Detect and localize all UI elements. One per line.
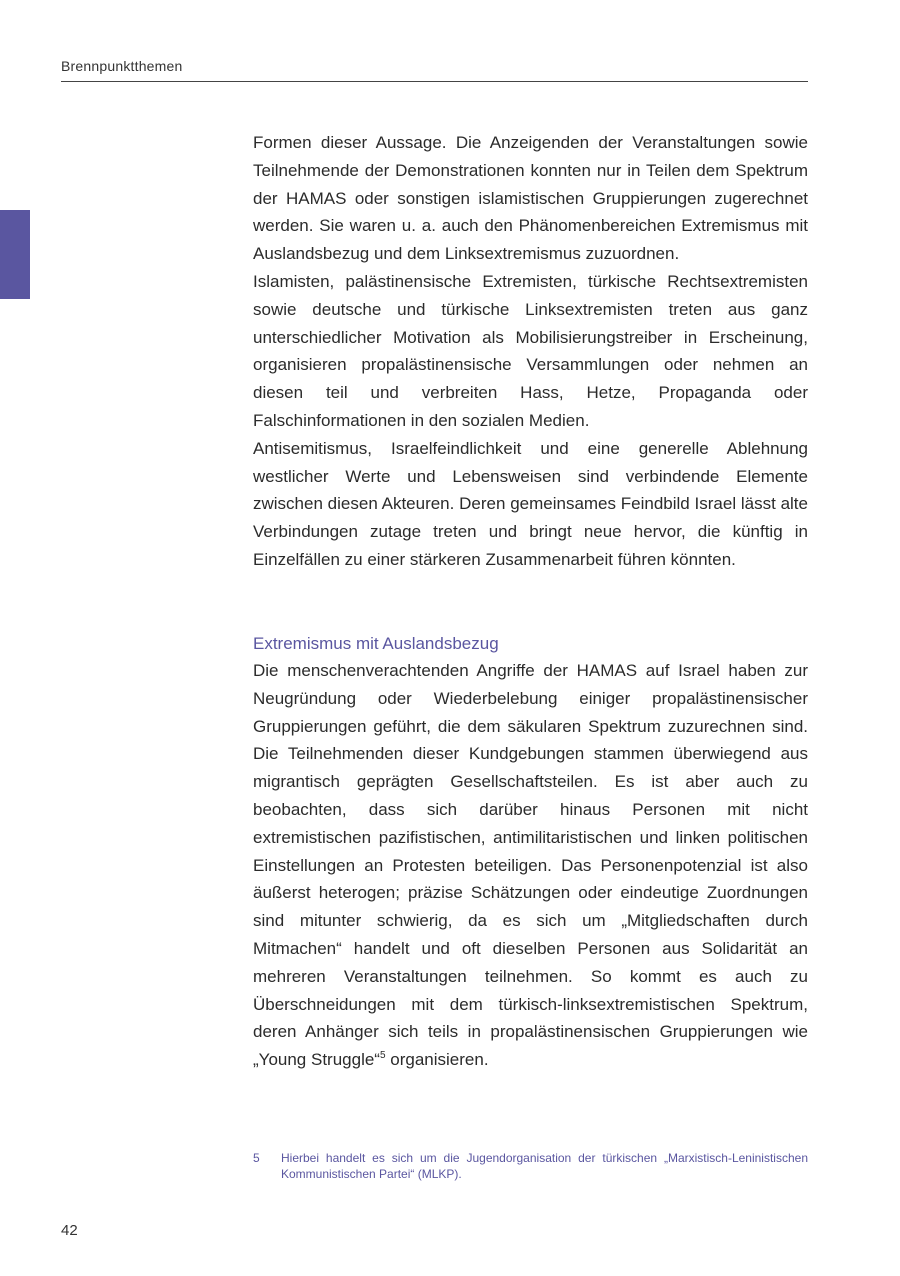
footnote-reference: 5 bbox=[379, 1049, 386, 1061]
body-text-upper bbox=[253, 129, 808, 574]
footnote bbox=[253, 1150, 808, 1182]
chapter-marker-tab bbox=[0, 210, 30, 299]
paragraph-4-end: organisieren. bbox=[390, 1050, 489, 1070]
paragraph-1: Formen dieser Aussage. Die Anzeigenden der Veranstaltungen sowie Teilnehmende der Demonstrationen konnten nur in Teilen dem Spektrum der HAMAS oder sonstigen islamistischen Gruppierungen zugerechnet werden. Sie waren u. a. auch den Phänomenbereichen Extremismus mit Auslandsbezug und dem Linksextremismus zuzuordnen. bbox=[253, 133, 808, 264]
paragraph-4 bbox=[253, 657, 808, 1074]
paragraph-2: Islamisten, palästinensische Extremisten, türkische Rechtsextremisten sowie deutsche und türkische Linksextremisten treten aus ganz unterschiedlicher Motivation als Mobilisierungstreiber in Erscheinung, organisieren propalästinensische Versammlungen oder nehmen an diesen teil und verbreiten Hass, Hetze, Propaganda oder Falschinformationen in den sozialen Medien. bbox=[253, 271, 808, 430]
running-header: Brennpunktthemen bbox=[61, 58, 183, 74]
footnote-number: 5 bbox=[253, 1151, 260, 1165]
header-divider bbox=[61, 81, 808, 82]
body-text-lower bbox=[253, 657, 808, 1074]
paragraph-3: Antisemitismus, Israelfeindlichkeit und eine generelle Ablehnung westlicher Werte und Lebensweisen sind verbindende Elemente zwischen diesen Akteuren. Deren gemeinsames Feindbild Israel lässt alte Verbindungen zutage treten und bringt neue hervor, die künftig in Einzelfällen zu einer stärkeren Zusammenarbeit führen könnten. bbox=[253, 438, 808, 569]
paragraph-4-text: Die menschenverachtenden Angriffe der HAMAS auf Israel haben zur Neugründung oder Wiederbelebung einiger propalästinensischer Gruppierungen geführt, die dem säkularen Spektrum zuzurechnen sind. Die Teilnehmenden dieser Kundgebungen stammen überwiegend aus migrantisch geprägten Gesellschaftsteilen. Es ist aber auch zu beobachten, dass sich darüber hinaus Personen mit nicht extremistischen pazifistischen, antimilitaristischen und linken politischen Einstellungen an Protesten beteiligen. Das Personenpotenzial ist also äußerst heterogen; präzise Schätzungen oder eindeutige Zuordnungen sind mitunter schwierig, da es sich um „Mitgliedschaften durch Mitmachen“ handelt und oft dieselben Personen aus Solidarität an mehreren Veranstaltungen teilnehmen. So kommt es auch zu Überschneidungen mit dem türkisch-linksextremistischen Spektrum, deren Anhänger sich teils in propalästinensischen Gruppierungen wie „Young Struggle“ bbox=[253, 661, 808, 1070]
section-heading: Extremismus mit Auslandsbezug bbox=[253, 634, 499, 653]
footnote-text: Hierbei handelt es sich um die Jugendorganisation der türkischen „Marxistisch-Leninistischen Kommunistischen Partei“ (MLKP). bbox=[281, 1151, 808, 1181]
page-number: 42 bbox=[61, 1222, 78, 1239]
